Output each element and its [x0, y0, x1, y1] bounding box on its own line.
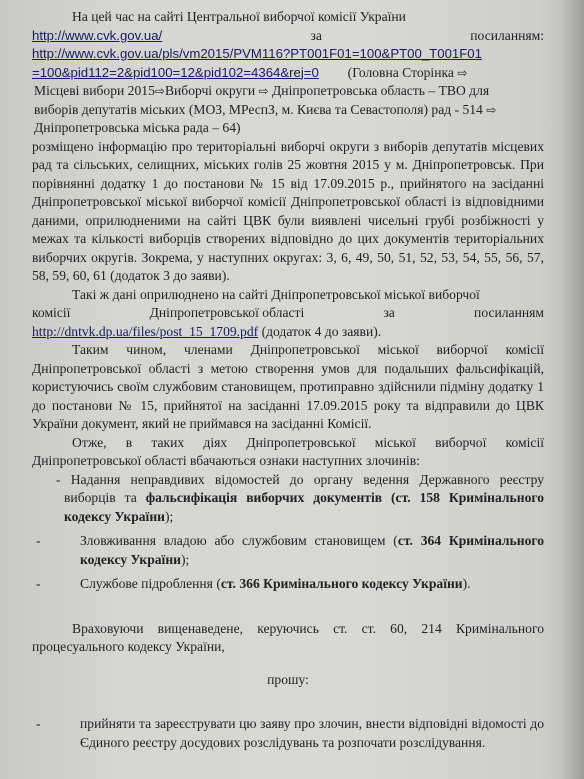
- text: - Надання неправдивих відомостей до органу ведення Державного реєстру виборців та: [56, 471, 544, 505]
- text: посиланням: [474, 305, 544, 320]
- list-item-crime-3: [32, 575, 544, 594]
- nav-text: Дніпропетровська область – ТВО для: [272, 83, 490, 98]
- arrow-right-icon: ⇨: [258, 84, 269, 98]
- arrow-right-icon: ⇨: [457, 65, 468, 80]
- bold-text: ст. 364 Кримінального кодексу України: [80, 533, 544, 567]
- paragraph-intro: [32, 8, 544, 27]
- paragraph-legal-basis: Враховуючи вищенаведене, керуючись ст. ст. 60, 214 Кримінального процесуального кодексу України,: [32, 620, 544, 654]
- city-link-line: [32, 323, 544, 342]
- nav-path-line3: [32, 119, 544, 138]
- text: Службове підроблення (: [80, 576, 221, 591]
- nav-path-line1: [32, 82, 544, 101]
- list-text: [66, 575, 544, 594]
- text-line: На цей час на сайті Центральної виборчої комісії України: [72, 9, 406, 24]
- page-edge-shadow: [562, 0, 584, 779]
- text: (додаток 4 до заяви).: [258, 323, 382, 339]
- text: Дніпропетровської області: [149, 305, 305, 320]
- paragraph-city-site: Такі ж дані оприлюднено на сайті Дніпропетровської міської виборчої: [72, 286, 480, 302]
- nav-text: Місцеві вибори 2015: [34, 83, 155, 98]
- list-text: [66, 532, 544, 569]
- paragraph-substitution: Таким чином, членами Дніпропетровської міської виборчої комісії Дніпропетровської області з метою створення умов для подальших фальсифікацій, користуючись своїм службовим становищем, протиправно здійснили підміну додатку 1 до постанови № 15, прийнятої на засіданні 17.09.2015 року та відправили до ЦВК України документ, який не приймався на засіданні Комісії.: [32, 342, 544, 431]
- text: ).: [462, 576, 471, 591]
- text: );: [165, 508, 174, 524]
- bold-text: фальсифікація виборчих документів: [145, 490, 383, 505]
- text: Зловживання владою або службовим становищем (: [80, 533, 398, 548]
- bullet-dash: -: [36, 576, 41, 591]
- nav-text: виборів депутатів міських (МОЗ, МРеспЗ, м. Києва та Севастополя) рад - 514: [34, 101, 483, 117]
- nav-text: Дніпропетровська міська рада – 64): [34, 120, 241, 135]
- paragraph-body: розміщено інформацію про територіальні виборчі округи з виборів депутатів місцевих рад та сільських, селищних, міських голів 25 жовтня 2015 у м. Дніпропетровськ. При порівнянні додатку 1 до постанови № 15 від 17.09.2015 р., прийнятого на засіданні Дніпропетровської міської виборчої комісії Дніпропетровської області із відповідними даними, оприлюдненими на сайті ЦВК були виявлені чисельні грубі розбіжності у межах та кількості виборців створених відповідно до цих документів територіальних виборчих округів. Зокрема, у наступних округах: 3, 6, 49, 50, 51, 52, 53, 54, 55, 56, 57, 58, 59, 60, 61 (додаток 3 до заяви).: [32, 138, 544, 283]
- link-line-b: [32, 64, 544, 83]
- bold-text: ст. 366 Кримінального кодексу України: [220, 576, 463, 591]
- list-text: прийняти та зареєструвати цю заяву про злочин, внести відповідні відомості до Єдиного реєстру досудових розслідувань та розпочати розслідування.: [80, 716, 544, 750]
- list-item-crime-1: [32, 471, 544, 527]
- bullet-dash: -: [36, 716, 41, 731]
- text-za: за: [310, 27, 322, 43]
- nav-path-line2: [32, 101, 544, 120]
- arrow-right-icon: ⇨: [154, 84, 165, 98]
- paragraph-crimes: Отже, в таких діях Дніпропетровської міської виборчої комісії Дніпропетровської області вбачаються ознаки наступних злочинів:: [32, 434, 544, 468]
- bullet-dash: -: [36, 533, 41, 548]
- list-item-request: [32, 715, 544, 752]
- nav-text-home: (Головна Сторінка: [347, 64, 454, 80]
- city-site-row: [32, 304, 544, 323]
- bold-text: (ст. 158 Кримінального кодексу України: [64, 490, 545, 524]
- link-row: [32, 27, 544, 46]
- text: комісії: [32, 305, 71, 320]
- list-item-crime-2: [32, 532, 544, 569]
- text: );: [181, 551, 190, 567]
- text-posylanniam: посиланням:: [470, 27, 544, 43]
- request-heading: прошу:: [267, 671, 309, 687]
- dntvk-link[interactable]: http://dntvk.dp.ua/files/post_15_1709.pdf: [32, 323, 259, 339]
- cvk-link[interactable]: http://www.cvk.gov.ua/: [32, 27, 163, 43]
- arrow-right-icon: ⇨: [486, 102, 497, 117]
- text: за: [383, 305, 395, 320]
- cvk-long-link-a[interactable]: http://www.cvk.gov.ua/pls/vm2015/PVM116?PT001F01=100&PT00_T001F01: [32, 46, 482, 61]
- nav-text: Виборчі округи: [164, 83, 256, 98]
- cvk-long-link-b[interactable]: =100&pid112=2&pid100=12&pid102=4364&rej=0: [32, 64, 319, 80]
